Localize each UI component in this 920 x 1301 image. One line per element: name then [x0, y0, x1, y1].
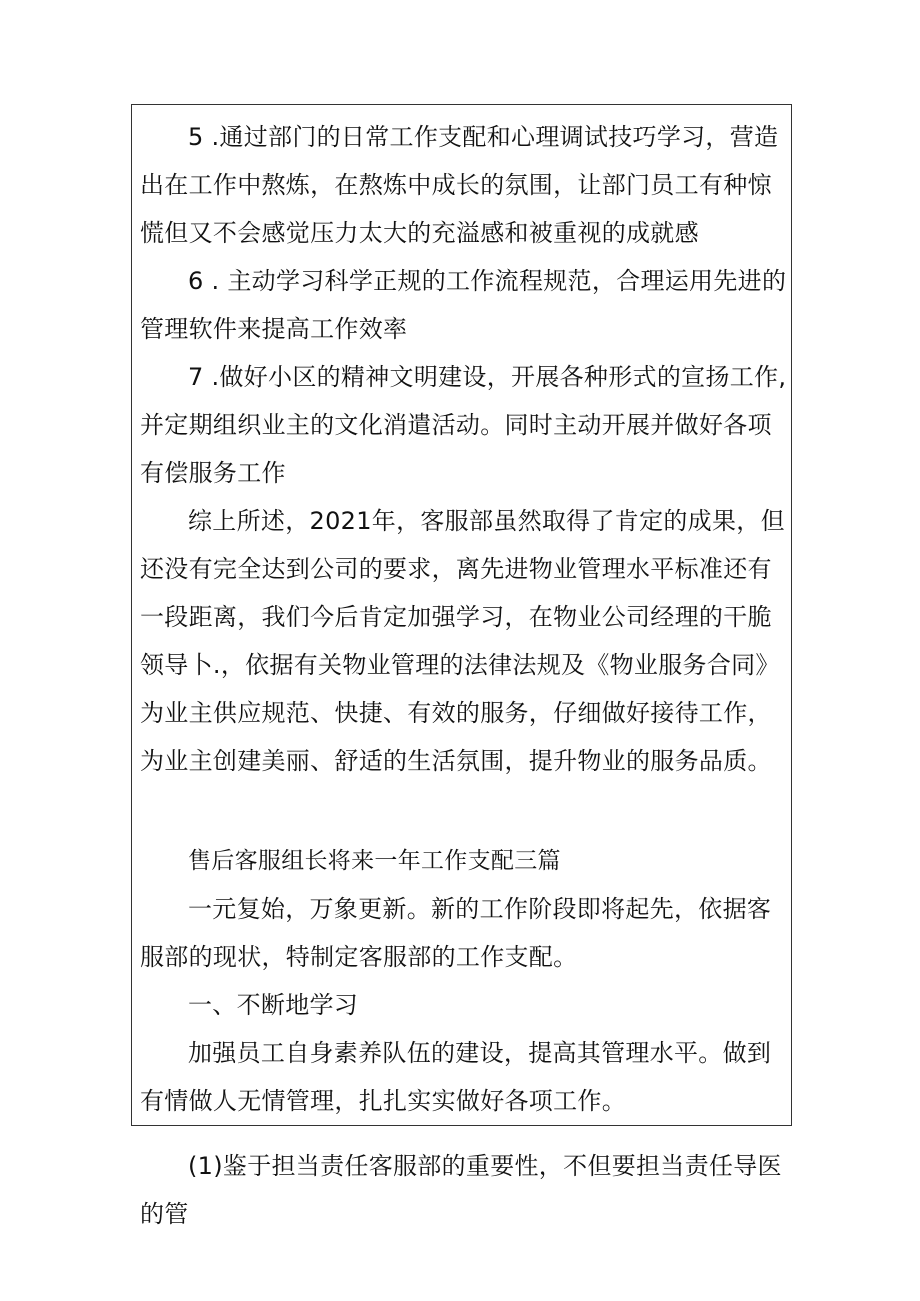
paragraph-item-5: 5 .通过部门的日常工作支配和心理调试技巧学习，营造出在工作中熬炼，在熬炼中成长的氛围，让部门员工有种惊慌但又不会感觉压力太大的充溢感和被重视的成就感 [140, 123, 779, 247]
heading-continuous-learning: 一、不断地学习 [188, 991, 359, 1019]
intro-paragraph: 一元复始，万象更新。新的工作阶段即将起先，依据客服部的现状，特制定客服部的工作支配。 [140, 895, 772, 971]
section-title: 售后客服组长将来一年工作支配三篇 [188, 848, 561, 874]
learning-paragraph: 加强员工自身素养队伍的建设，提高其管理水平。做到有情做人无情管理，扎扎实实做好各项工作。 [140, 1039, 772, 1115]
paragraph-summary: 综上所述，2021年，客服部虽然取得了肯定的成果，但还没有完全达到公司的要求，离先进物业管理水平标准还有一段距离，我们今后肯定加强学习，在物业公司经理的干脆领导卜.，依据有关物业管理的法律法规及《物业服务合同》为业主供应规范、快捷、有效的服务，仔细做好接待工作，为业主创建美丽、舒适的生活氛围，提升物业的服务品质。 [140, 507, 785, 775]
paragraph-item-7: 7 .做好小区的精神文明建设，开展各种形式的宣扬工作,并定期组织业主的文化消遣活动。同时主动开展并做好各项有偿服务工作 [140, 363, 787, 487]
paragraph-below-frame: (1)鉴于担当责任客服部的重要性，不但要担当责任导医的管 [140, 1152, 782, 1228]
paragraph-item-6: 6 . 主动学习科学正规的工作流程规范，合理运用先进的管理软件来提高工作效率 [140, 267, 787, 343]
